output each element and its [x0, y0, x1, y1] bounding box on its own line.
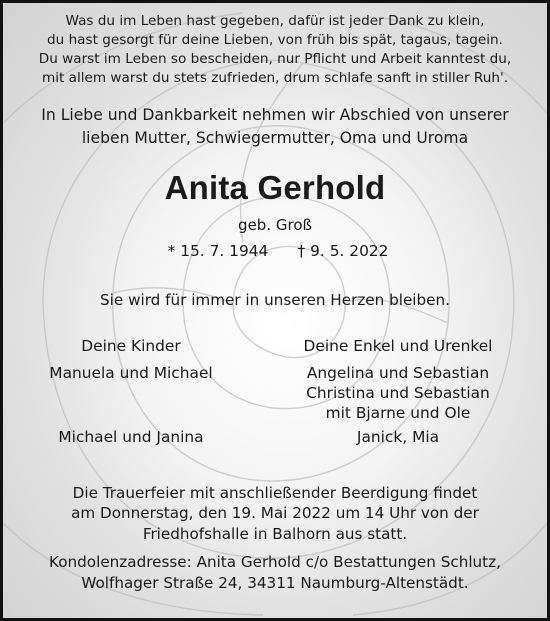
deceased-name: Anita Gerhold [164, 169, 386, 206]
intro-line-1: In Liebe und Dankbarkeit nehmen wir Abschied von unserer [41, 106, 509, 124]
children-group-1: Manuela und Michael [49, 364, 213, 382]
condolence-line-1: Kondolenzadresse: Anita Gerhold c/o Bestattungen Schlutz, [49, 553, 501, 571]
children-header: Deine Kinder [81, 337, 181, 355]
grandchildren-header: Deine Enkel und Urenkel [303, 337, 493, 355]
motto: Sie wird für immer in unseren Herzen bleiben. [100, 291, 450, 309]
ceremony-line-1: Die Trauerfeier mit anschließender Beerdigung findet [72, 484, 478, 502]
grandchildren-line-2: Christina und Sebastian [306, 384, 490, 402]
grandchildren-line-3: mit Bjarne und Ole [325, 404, 471, 422]
death-date: † 9. 5. 2022 [297, 242, 389, 260]
children-group-2: Michael und Janina [58, 428, 204, 446]
obituary-content [3, 3, 547, 618]
intro-line-2: lieben Mutter, Schwiegermutter, Oma und Uroma [81, 129, 469, 147]
ceremony-line-2: am Donnerstag, den 19. Mai 2022 um 14 Uhr von der [71, 504, 479, 522]
grandchildren-line-1: Angelina und Sebastian [306, 364, 490, 382]
poem-line-2: du hast gesorgt für deine Lieben, von früh bis spät, tagaus, tagein. [47, 32, 503, 48]
birth-date: * 15. 7. 1944 [167, 242, 269, 260]
ceremony-line-3: Friedhofshalle in Balhorn aus statt. [142, 525, 408, 543]
poem-line-4: mit allem warst du stets zufrieden, drum schlafe sanft in stiller Ruh'. [41, 70, 509, 86]
condolence-line-2: Wolfhager Straße 24, 34311 Naumburg-Altenstädt. [81, 574, 469, 592]
grandchildren-group-2: Janick, Mia [356, 428, 440, 446]
birth-name: geb. Groß [238, 216, 312, 234]
poem-line-1: Was du im Leben hast gegeben, dafür ist jeder Dank zu klein, [65, 13, 485, 29]
poem-line-3: Du warst im Leben so bescheiden, nur Pflicht und Arbeit kanntest du, [38, 51, 512, 67]
